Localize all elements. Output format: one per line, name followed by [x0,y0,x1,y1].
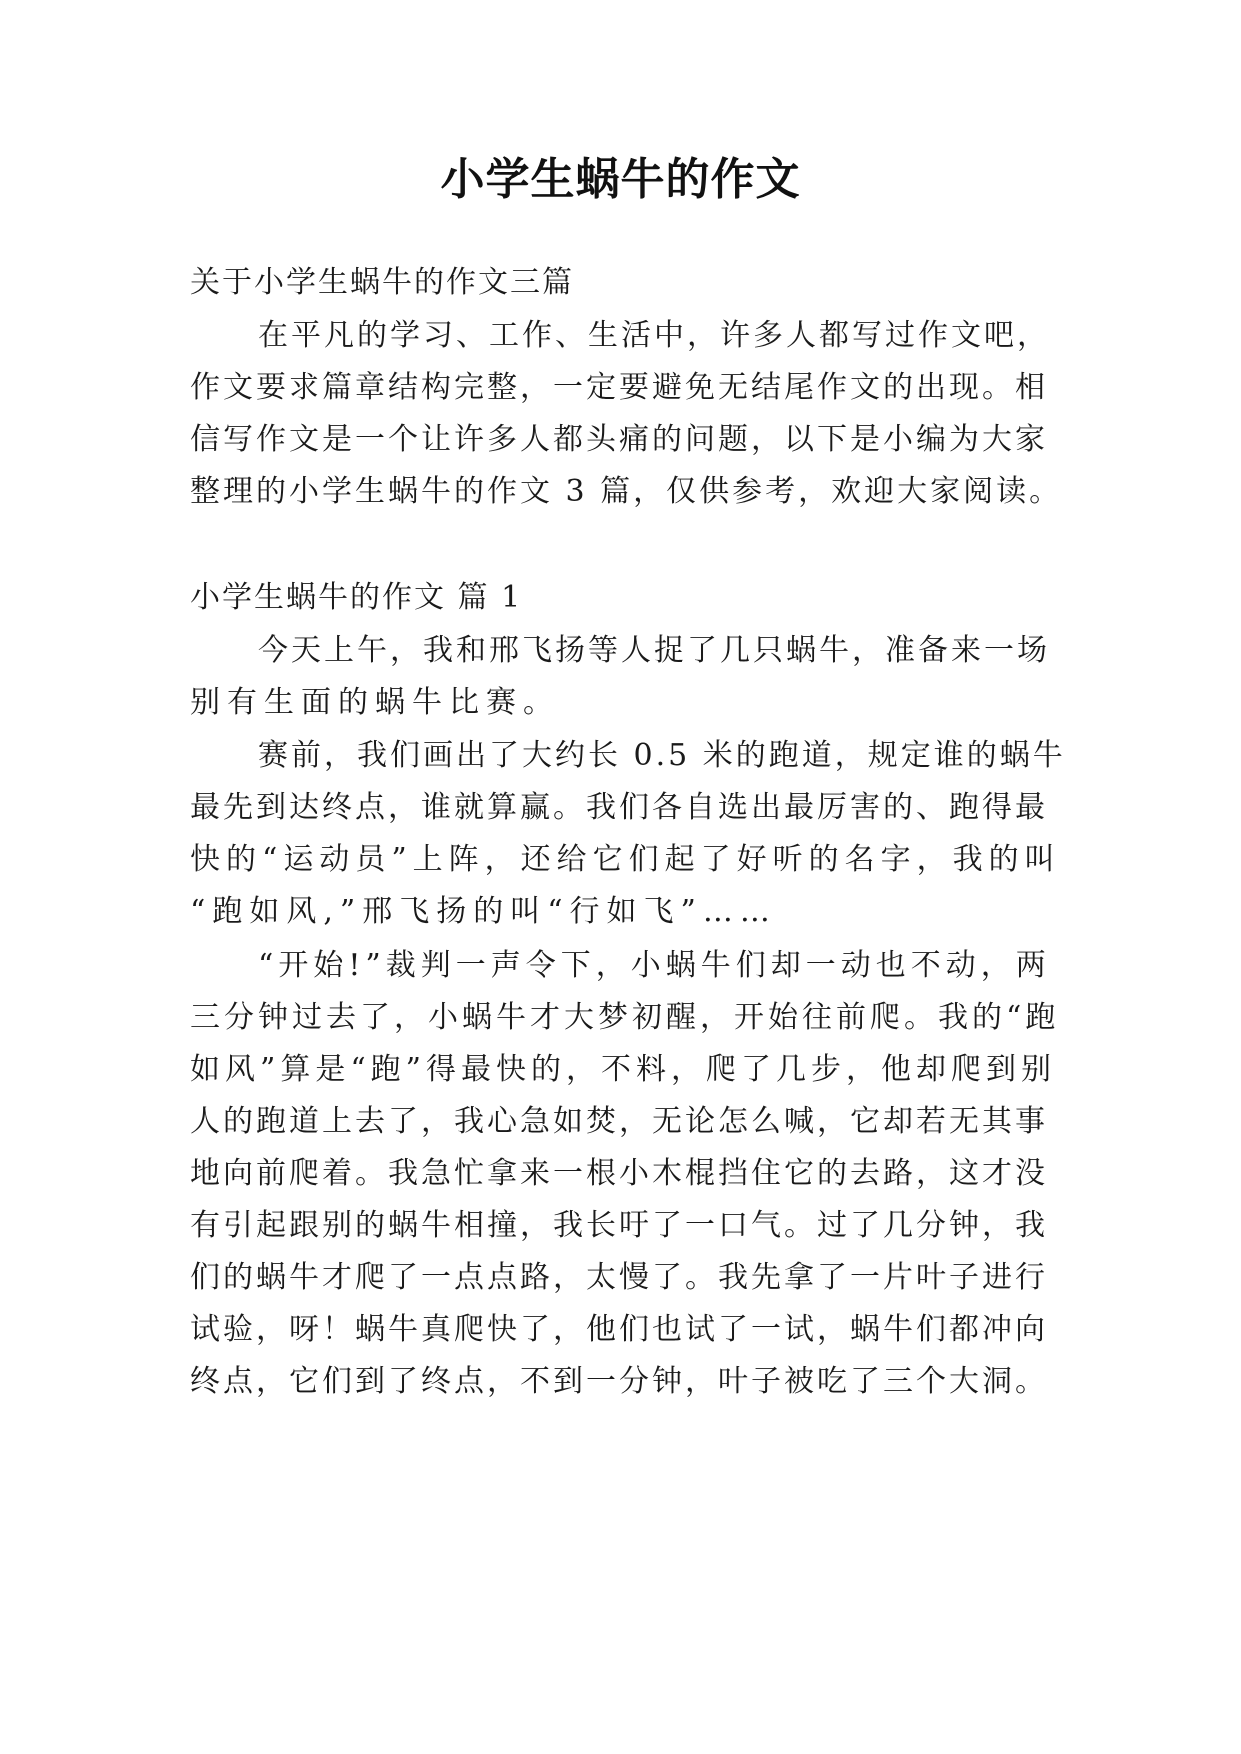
paragraph-line: 快的“运动员”上阵，还给它们起了好听的名字，我的叫 [190,842,1061,877]
paragraph-line: “开始!”裁判一声令下，小蜗牛们却一动也不动，两 [258,948,1051,983]
intro-heading: 关于小学生蜗牛的作文三篇 [190,265,574,300]
paragraph-line: 三分钟过去了，小蜗牛才大梦初醒，开始往前爬。我的“跑 [190,1000,1060,1035]
essay-1-heading: 小学生蜗牛的作文 篇 1 [190,580,523,615]
intro-line: 在平凡的学习、工作、生活中，许多人都写过作文吧， [258,318,1050,353]
paragraph-line: 最先到达终点，谁就算赢。我们各自选出最厉害的、跑得最 [190,790,1048,825]
paragraph-line: 人的跑道上去了，我心急如焚，无论怎么喊，它却若无其事 [190,1104,1048,1139]
intro-line: 作文要求篇章结构完整，一定要避免无结尾作文的出现。相 [190,370,1048,405]
intro-line: 信写作文是一个让许多人都头痛的问题，以下是小编为大家 [190,422,1048,457]
paragraph-line: 们的蜗牛才爬了一点点路，太慢了。我先拿了一片叶子进行 [190,1260,1048,1295]
paragraph-line: 今天上午，我和邢飞扬等人捉了几只蜗牛，准备来一场 [258,633,1050,668]
paragraph-line: 如风”算是“跑”得最快的，不料，爬了几步，他却爬到别 [190,1052,1057,1087]
paragraph-line: 别有生面的蜗牛比赛。 [190,685,560,720]
paragraph-line: 试验，呀！蜗牛真爬快了，他们也试了一试，蜗牛们都冲向 [190,1312,1048,1347]
paragraph-line: “跑如风,”邢飞扬的叫“行如飞”…… [190,894,777,929]
paragraph-line: 有引起跟别的蜗牛相撞，我长吁了一口气。过了几分钟，我 [190,1208,1048,1243]
intro-line: 整理的小学生蜗牛的作文 3 篇，仅供参考，欢迎大家阅读。 [190,474,1063,509]
paragraph-line: 终点，它们到了终点，不到一分钟，叶子被吃了三个大洞。 [190,1364,1048,1399]
document-title: 小学生蜗牛的作文 [440,154,801,205]
paragraph-line: 地向前爬着。我急忙拿来一根小木棍挡住它的去路，这才没 [190,1156,1048,1191]
paragraph-line: 赛前，我们画出了大约长 0.5 米的跑道，规定谁的蜗牛 [258,738,1066,773]
